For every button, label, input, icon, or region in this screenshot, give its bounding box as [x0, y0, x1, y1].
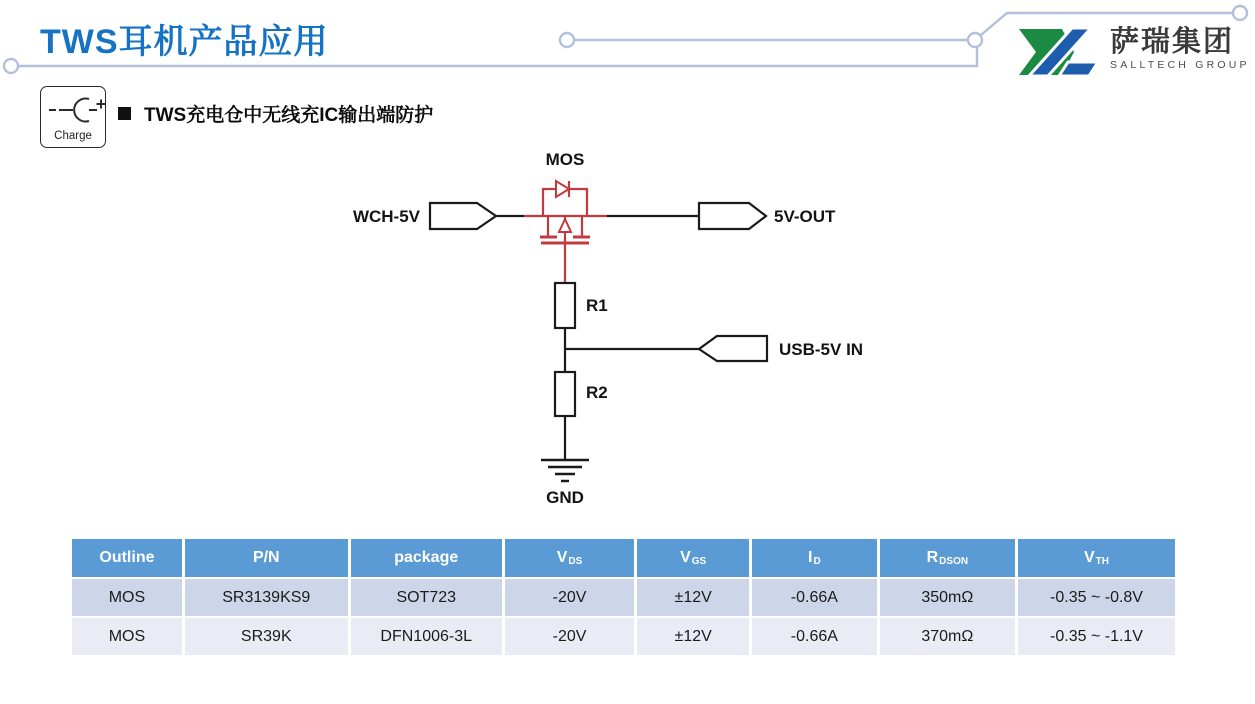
table-cell: MOS: [72, 618, 182, 655]
section-heading: TWS充电仓中无线充IC输出端防护: [144, 105, 434, 126]
table-cell: MOS: [72, 579, 182, 616]
table-header-cell: P/N: [185, 539, 348, 577]
gnd-label: GND: [546, 488, 584, 507]
output-flag-icon: [699, 203, 766, 229]
spec-table: [72, 539, 1175, 655]
circuit-schematic: [300, 140, 900, 520]
r2-label: R2: [586, 383, 608, 402]
mos-label: MOS: [545, 150, 585, 169]
table-header-cell: V TH: [1018, 539, 1175, 577]
trace-node-icon: [1233, 6, 1247, 20]
table-cell: -0.35 ~ -0.8V: [1018, 579, 1175, 616]
trace-node-icon: [968, 33, 982, 47]
table-header-cell: Outline: [72, 539, 182, 577]
table-header-cell: I D: [752, 539, 877, 577]
page-title: TWS耳机产品应用: [40, 23, 329, 61]
charge-icon: [41, 89, 107, 129]
table-cell: -20V: [505, 579, 634, 616]
table-cell: SOT723: [351, 579, 502, 616]
table-header-cell: V DS: [505, 539, 634, 577]
output-label: 5V-OUT: [774, 207, 836, 226]
resistor-r1-icon: [555, 283, 575, 328]
resistor-r2-icon: [555, 372, 575, 416]
salltech-logo-icon: [1016, 26, 1100, 78]
table-header-cell: V GS: [637, 539, 749, 577]
mosfet-symbol-icon: [524, 181, 607, 283]
trace-node-icon: [560, 33, 574, 47]
company-logo: [1016, 26, 1250, 78]
charge-label: Charge: [54, 130, 92, 142]
section-heading-row: [118, 100, 433, 127]
table-cell: SR39K: [185, 618, 348, 655]
table-cell: 370mΩ: [880, 618, 1015, 655]
table-cell: DFN1006-3L: [351, 618, 502, 655]
ground-icon: [541, 460, 589, 481]
charge-icon-box: [40, 86, 106, 148]
table-cell: -0.35 ~ -1.1V: [1018, 618, 1175, 655]
usb-flag-icon: [699, 336, 767, 361]
bullet-icon: [118, 107, 131, 120]
r1-label: R1: [586, 296, 608, 315]
input-flag-icon: [430, 203, 496, 229]
table-cell: ±12V: [637, 579, 749, 616]
table-cell: -0.66A: [752, 579, 877, 616]
table-cell: -20V: [505, 618, 634, 655]
table-cell: ±12V: [637, 618, 749, 655]
table-header-cell: R DSON: [880, 539, 1015, 577]
trace-node-icon: [4, 59, 18, 73]
table-header-cell: package: [351, 539, 502, 577]
table-cell: 350mΩ: [880, 579, 1015, 616]
input-label: WCH-5V: [352, 207, 420, 226]
table-cell: -0.66A: [752, 618, 877, 655]
table-cell: SR3139KS9: [185, 579, 348, 616]
logo-name-en: SALLTECH GROUP: [1110, 59, 1250, 71]
usb-label: USB-5V IN: [779, 340, 864, 359]
logo-name-cn: 萨瑞集团: [1110, 26, 1235, 58]
